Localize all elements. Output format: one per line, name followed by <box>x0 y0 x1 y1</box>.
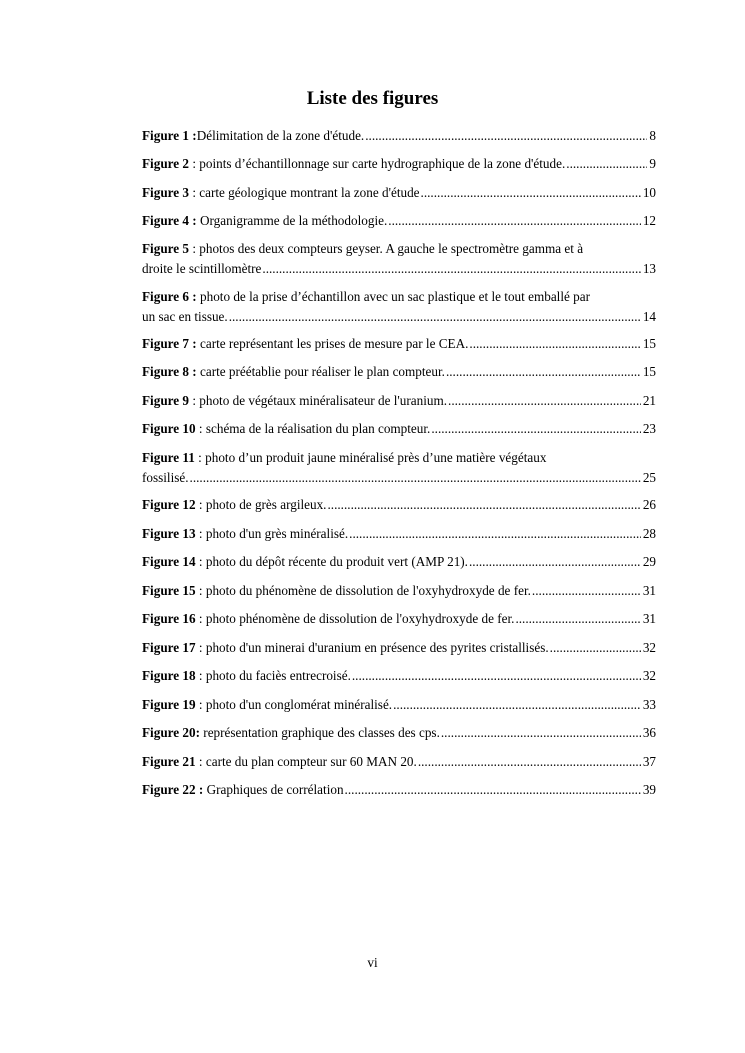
page-ref: 37 <box>642 754 656 769</box>
figure-caption: : carte du plan compteur sur 60 MAN 20. <box>195 754 417 769</box>
dot-leader <box>393 695 641 715</box>
figure-label: Figure 13 <box>142 526 196 541</box>
dot-leader <box>229 307 641 327</box>
figure-caption: : photo du phénomène de dissolution de l'oxyhydroxyde de fer. <box>195 583 531 598</box>
figure-caption: : photo phénomène de dissolution de l'oxyhydroxyde de fer. <box>195 611 515 626</box>
toc-entry-figure-1[interactable] <box>142 126 656 146</box>
page-ref: 36 <box>642 725 656 740</box>
dot-leader <box>469 552 641 572</box>
toc-entry-figure-14[interactable] <box>142 552 656 572</box>
dot-leader <box>262 259 640 279</box>
dot-leader <box>469 334 640 354</box>
dot-leader <box>431 419 640 439</box>
dot-leader <box>349 524 641 544</box>
figure-caption: : photo de grès argileux. <box>195 497 327 512</box>
figure-caption: : photo de végétaux minéralisateur de l'uranium. <box>189 393 448 408</box>
figure-label: Figure 3 <box>142 185 190 200</box>
page-ref: 28 <box>642 526 656 541</box>
dot-leader <box>327 495 640 515</box>
figure-label: Figure 1 : <box>142 128 197 143</box>
page-ref: 39 <box>642 782 656 797</box>
figure-caption: : photo d'un grès minéralisé. <box>195 526 349 541</box>
dot-leader <box>515 609 640 629</box>
dot-leader <box>418 752 641 772</box>
figure-caption: : schéma de la réalisation du plan compteur. <box>195 421 431 436</box>
figure-label: Figure 7 : <box>142 336 197 351</box>
page-ref: 9 <box>649 156 656 171</box>
figure-caption: Organigramme de la méthodologie. <box>196 213 388 228</box>
figure-label: Figure 14 <box>142 554 196 569</box>
figure-label: Figure 4 : <box>142 213 197 228</box>
figure-label: Figure 6 : <box>142 289 197 304</box>
figure-label: Figure 11 <box>142 450 195 465</box>
page-ref: 14 <box>642 309 656 324</box>
dot-leader <box>352 666 641 686</box>
figure-caption: : photo d’un produit jaune minéralisé près d’une matière végétaux <box>194 450 547 465</box>
figure-caption: : carte géologique montrant la zone d'étude <box>189 185 420 200</box>
dot-leader <box>566 154 647 174</box>
figure-label: Figure 16 <box>142 611 196 626</box>
toc-entry-figure-22[interactable] <box>142 780 656 800</box>
page-ref: 33 <box>642 697 656 712</box>
dot-leader <box>421 183 641 203</box>
page-ref: 32 <box>642 668 656 683</box>
figure-label: Figure 5 <box>142 241 190 256</box>
page-ref: 15 <box>642 364 656 379</box>
figure-label: Figure 20: <box>142 725 200 740</box>
figure-label: Figure 17 <box>142 640 196 655</box>
page-ref: 23 <box>642 421 656 436</box>
dot-leader <box>441 723 641 743</box>
toc-entry-figure-5[interactable] <box>142 239 656 279</box>
figure-caption: carte préétablie pour réaliser le plan compteur. <box>196 364 445 379</box>
page-ref: 29 <box>642 554 656 569</box>
page-ref: 31 <box>642 611 656 626</box>
figure-label: Figure 2 <box>142 156 190 171</box>
toc-entry-figure-11[interactable] <box>142 448 656 488</box>
dot-leader <box>388 211 641 231</box>
figure-label: Figure 21 <box>142 754 196 769</box>
figure-caption: photo de la prise d’échantillon avec un sac plastique et le tout emballé par <box>196 289 590 304</box>
dot-leader <box>365 126 647 146</box>
figure-label: Figure 8 : <box>142 364 197 379</box>
figure-label: Figure 19 <box>142 697 196 712</box>
page-ref: 31 <box>642 583 656 598</box>
figure-caption: carte représentant les prises de mesure par le CEA. <box>196 336 469 351</box>
figure-caption: : photo d'un conglomérat minéralisé. <box>195 697 393 712</box>
page-title: Liste des figures <box>306 88 439 109</box>
page-ref: 32 <box>642 640 656 655</box>
page-number: vi <box>367 955 378 970</box>
figure-caption: représentation graphique des classes des cps. <box>200 725 440 740</box>
figure-caption-continued: fossilisé. <box>142 470 189 485</box>
figure-caption: Délimitation de la zone d'étude. <box>196 128 365 143</box>
figure-caption: : photo d'un minerai d'uranium en présence des pyrites cristallisés. <box>195 640 549 655</box>
dot-leader <box>550 638 641 658</box>
toc-entry-figure-12[interactable] <box>142 495 656 515</box>
toc-entry-figure-7[interactable] <box>142 334 656 354</box>
toc-entry-figure-3[interactable] <box>142 183 656 203</box>
page-ref: 21 <box>642 393 656 408</box>
figure-caption-continued: droite le scintillomètre <box>142 261 262 276</box>
page-ref: 10 <box>642 185 656 200</box>
toc-entry-figure-21[interactable] <box>142 752 656 772</box>
toc-entry-figure-6[interactable] <box>142 287 656 327</box>
figure-caption-continued: un sac en tissue. <box>142 309 228 324</box>
toc-entry-figure-17[interactable] <box>142 638 656 658</box>
toc-entry-figure-18[interactable] <box>142 666 656 686</box>
page-ref: 13 <box>642 261 656 276</box>
figure-caption: Graphiques de corrélation <box>203 782 344 797</box>
toc-entry-figure-10[interactable] <box>142 419 656 439</box>
dot-leader <box>446 362 641 382</box>
toc-entry-figure-16[interactable] <box>142 609 656 629</box>
figure-label: Figure 12 <box>142 497 196 512</box>
toc-entry-figure-15[interactable] <box>142 581 656 601</box>
toc-entry-figure-20[interactable] <box>142 723 656 743</box>
figure-label: Figure 18 <box>142 668 196 683</box>
dot-leader <box>190 468 641 488</box>
dot-leader <box>532 581 641 601</box>
figure-label: Figure 10 <box>142 421 196 436</box>
figure-label: Figure 15 <box>142 583 196 598</box>
figure-caption: : photos des deux compteurs geyser. A gauche le spectromètre gamma et à <box>189 241 584 256</box>
page-ref: 12 <box>642 213 656 228</box>
page-ref: 15 <box>642 336 656 351</box>
figure-caption: : points d’échantillonnage sur carte hydrographique de la zone d'étude. <box>189 156 566 171</box>
toc-entry-figure-13[interactable] <box>142 524 656 544</box>
figure-caption: : photo du faciès entrecroisé. <box>195 668 351 683</box>
toc-entry-figure-9[interactable] <box>142 391 656 411</box>
page-ref: 8 <box>649 128 656 143</box>
dot-leader <box>345 780 641 800</box>
page-ref: 26 <box>642 497 656 512</box>
figure-caption: : photo du dépôt récente du produit vert (AMP 21). <box>195 554 468 569</box>
dot-leader <box>448 391 641 411</box>
toc-entry-figure-4[interactable] <box>142 211 656 231</box>
figure-label: Figure 9 <box>142 393 190 408</box>
toc-entry-figure-2[interactable] <box>142 154 656 174</box>
toc-entry-figure-19[interactable] <box>142 695 656 715</box>
figure-label: Figure 22 : <box>142 782 204 797</box>
page-ref: 25 <box>642 470 656 485</box>
toc-entry-figure-8[interactable] <box>142 362 656 382</box>
